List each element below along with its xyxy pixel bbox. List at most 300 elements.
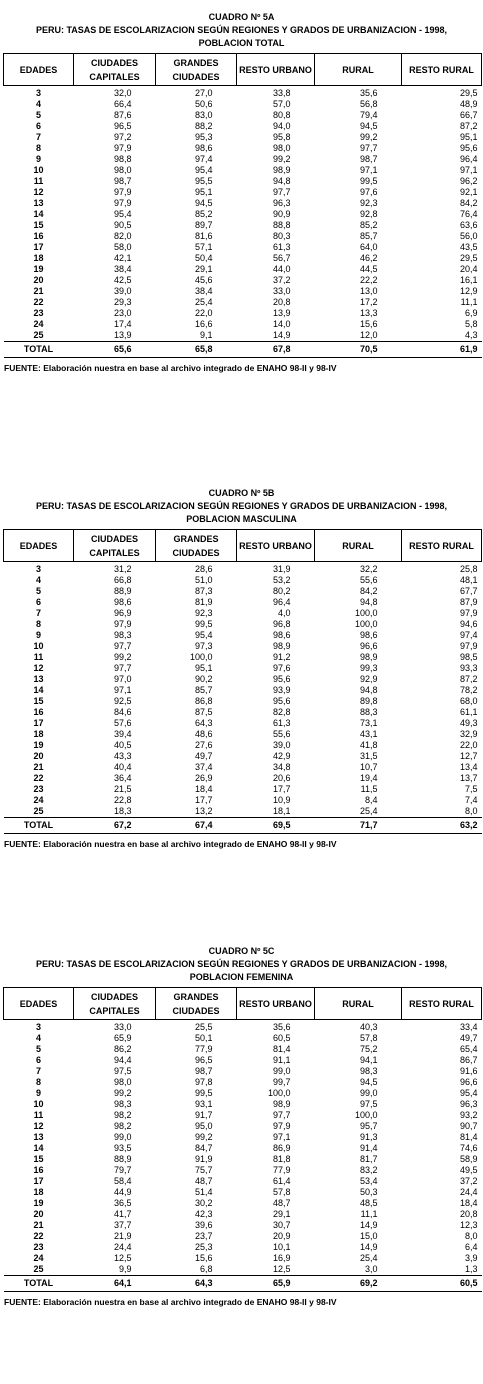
table-row [4, 619, 482, 630]
rate-cell: 25,5 [194, 1022, 213, 1032]
column-header: EDADES [4, 530, 74, 562]
age-cell: 11 [33, 652, 44, 662]
header-row [4, 988, 482, 1020]
total-cell: 60,5 [402, 1276, 482, 1292]
age-cell: 22 [33, 1231, 44, 1241]
table-row [4, 99, 482, 110]
rate-cell: 85,7 [359, 231, 378, 241]
column-header: RESTO URBANO [237, 54, 315, 86]
rate-cell: 18,4 [459, 1198, 478, 1208]
age-cell: 14 [33, 209, 44, 219]
rate-cell: 78,2 [459, 685, 478, 695]
rate-cell: 87,2 [459, 674, 478, 684]
rate-cell: 64,3 [194, 718, 213, 728]
age-cell: 6 [35, 1055, 41, 1065]
age-cell: 17 [33, 718, 44, 728]
rate-cell: 29,1 [194, 264, 213, 274]
total-cell: 71,7 [315, 818, 402, 834]
rate-cell: 6,9 [464, 308, 478, 318]
rate-cell: 94,1 [359, 1055, 378, 1065]
rate-cell: 95,6 [459, 143, 478, 153]
age-cell: 12 [33, 1121, 44, 1131]
table-row [4, 1220, 482, 1231]
rate-cell: 24,4 [113, 1242, 132, 1252]
rate-cell: 97,3 [194, 641, 213, 651]
rate-cell: 3,9 [464, 1253, 478, 1263]
rate-cell: 74,6 [459, 1143, 478, 1153]
age-cell: 12 [33, 663, 44, 673]
rate-cell: 98,9 [272, 165, 291, 175]
rate-cell: 98,6 [359, 630, 378, 640]
rate-cell: 65,4 [459, 1044, 478, 1054]
rate-cell: 91,6 [459, 1066, 478, 1076]
rate-cell: 95,0 [194, 1121, 213, 1131]
rate-cell: 86,2 [113, 1044, 132, 1054]
table-subtitle: POBLACION MASCULINA [186, 514, 297, 524]
age-cell: 20 [33, 751, 44, 761]
rate-cell: 33,8 [272, 88, 291, 98]
rate-cell: 85,2 [194, 209, 213, 219]
age-cell: 4 [35, 575, 41, 585]
table-row [4, 275, 482, 286]
rate-cell: 92,8 [359, 209, 378, 219]
age-cell: 25 [33, 330, 44, 340]
age-cell: 7 [35, 1066, 41, 1076]
table-row [4, 121, 482, 132]
rate-cell: 87,9 [459, 597, 478, 607]
age-cell: 21 [33, 762, 44, 772]
rate-cell: 26,9 [194, 773, 213, 783]
rate-cell: 58,9 [459, 1154, 478, 1164]
rate-cell: 57,6 [113, 718, 132, 728]
table-row [4, 165, 482, 176]
age-cell: 21 [33, 1220, 44, 1230]
rate-cell: 40,4 [113, 762, 132, 772]
rate-cell: 92,1 [459, 187, 478, 197]
rate-cell: 31,5 [359, 751, 378, 761]
total-row [4, 1276, 482, 1292]
column-header: CIUDADES CAPITALES [74, 54, 156, 86]
rate-cell: 33,4 [459, 1022, 478, 1032]
rate-cell: 89,8 [359, 696, 378, 706]
rate-cell: 38,4 [113, 264, 132, 274]
table-row [4, 231, 482, 242]
rate-cell: 96,9 [113, 608, 132, 618]
rate-cell: 81,4 [459, 1132, 478, 1142]
age-cell: 13 [33, 198, 44, 208]
rate-cell: 94,8 [359, 685, 378, 695]
rate-cell: 98,2 [113, 1110, 132, 1120]
rate-cell: 49,7 [194, 751, 213, 761]
rate-cell: 37,2 [272, 275, 291, 285]
column-header: RURAL [315, 530, 402, 562]
rate-cell: 85,2 [359, 220, 378, 230]
rate-cell: 68,0 [459, 696, 478, 706]
rate-cell: 31,9 [272, 564, 291, 574]
rate-cell: 95,4 [194, 630, 213, 640]
rate-cell: 20,4 [459, 264, 478, 274]
table-row [4, 198, 482, 209]
column-header: RURAL [315, 54, 402, 86]
rate-cell: 97,9 [459, 641, 478, 651]
rate-cell: 86,9 [272, 1143, 291, 1153]
rate-cell: 98,7 [359, 154, 378, 164]
rate-cell: 27,0 [194, 88, 213, 98]
age-cell: 4 [35, 1033, 41, 1043]
rate-cell: 9,9 [118, 1264, 132, 1274]
age-cell: 16 [33, 231, 44, 241]
rate-cell: 13,2 [194, 806, 213, 816]
rate-cell: 94,4 [113, 1055, 132, 1065]
table-row [4, 242, 482, 253]
table-row [4, 330, 482, 342]
age-cell: 4 [35, 99, 41, 109]
rate-cell: 95,4 [194, 165, 213, 175]
age-cell: 25 [33, 806, 44, 816]
age-cell: 23 [33, 308, 44, 318]
age-cell: 7 [35, 132, 41, 142]
rate-cell: 99,2 [359, 132, 378, 142]
rate-cell: 98,9 [272, 641, 291, 651]
rate-cell: 99,2 [113, 652, 132, 662]
age-cell: 9 [35, 154, 41, 164]
rate-cell: 20,8 [272, 297, 291, 307]
rate-cell: 96,8 [272, 619, 291, 629]
age-cell: 7 [35, 608, 41, 618]
table-row [4, 187, 482, 198]
age-cell: 5 [35, 1044, 41, 1054]
age-cell: 10 [33, 1099, 44, 1109]
table-row [4, 1044, 482, 1055]
rate-cell: 13,0 [359, 286, 378, 296]
rate-cell: 96,6 [359, 641, 378, 651]
rate-cell: 97,7 [272, 187, 291, 197]
table-row [4, 143, 482, 154]
rate-cell: 21,9 [113, 1231, 132, 1241]
rate-cell: 96,5 [194, 1055, 213, 1065]
rate-cell: 95,1 [194, 187, 213, 197]
rate-cell: 96,4 [272, 597, 291, 607]
rate-cell: 90,5 [113, 220, 132, 230]
age-cell: 20 [33, 1209, 44, 1219]
age-cell: 23 [33, 784, 44, 794]
rate-cell: 93,9 [272, 685, 291, 695]
rate-cell: 14,9 [272, 330, 291, 340]
rate-cell: 100,0 [354, 1110, 378, 1120]
table-row [4, 784, 482, 795]
table-row [4, 154, 482, 165]
table-block-5a [0, 11, 483, 374]
rate-cell: 40,5 [113, 740, 132, 750]
rate-cell: 20,6 [272, 773, 291, 783]
rate-cell: 91,9 [194, 1154, 213, 1164]
rate-cell: 99,0 [272, 1066, 291, 1076]
rate-cell: 58,0 [113, 242, 132, 252]
rate-cell: 93,3 [459, 663, 478, 673]
rate-cell: 97,5 [359, 1099, 378, 1109]
rate-cell: 97,8 [194, 1077, 213, 1087]
rate-cell: 88,8 [272, 220, 291, 230]
rate-cell: 90,9 [272, 209, 291, 219]
rate-cell: 8,0 [464, 1231, 478, 1241]
rate-cell: 100,0 [354, 619, 378, 629]
rate-cell: 61,3 [272, 242, 291, 252]
age-cell: 24 [33, 319, 44, 329]
rate-cell: 48,7 [194, 1176, 213, 1186]
rate-cell: 97,2 [113, 132, 132, 142]
rate-cell: 96,4 [459, 154, 478, 164]
table-row [4, 1110, 482, 1121]
rate-cell: 12,7 [459, 751, 478, 761]
rate-cell: 36,5 [113, 1198, 132, 1208]
rate-cell: 50,3 [359, 1187, 378, 1197]
rate-cell: 92,5 [113, 696, 132, 706]
rate-cell: 41,7 [113, 1209, 132, 1219]
column-header: RESTO URBANO [237, 530, 315, 562]
rate-cell: 100,0 [267, 1088, 291, 1098]
rate-cell: 96,2 [459, 176, 478, 186]
rate-cell: 20,8 [459, 1209, 478, 1219]
rate-cell: 98,7 [194, 1066, 213, 1076]
table-row [4, 1253, 482, 1264]
age-cell: 6 [35, 121, 41, 131]
rate-cell: 94,0 [272, 121, 291, 131]
rate-cell: 67,7 [459, 586, 478, 596]
table-row [4, 86, 482, 100]
total-cell: 65,9 [237, 1276, 315, 1292]
age-cell: 15 [33, 220, 44, 230]
rate-cell: 80,2 [272, 586, 291, 596]
rate-cell: 97,9 [272, 1121, 291, 1131]
rate-cell: 33,0 [272, 286, 291, 296]
rate-cell: 29,5 [459, 88, 478, 98]
rate-cell: 44,5 [359, 264, 378, 274]
rate-cell: 98,5 [459, 652, 478, 662]
rate-cell: 57,8 [272, 1187, 291, 1197]
rate-cell: 37,7 [113, 1220, 132, 1230]
rate-cell: 53,2 [272, 575, 291, 585]
rate-cell: 48,1 [459, 575, 478, 585]
age-cell: 13 [33, 674, 44, 684]
rate-cell: 91,7 [194, 1110, 213, 1120]
age-cell: 17 [33, 1176, 44, 1186]
table-number: CUADRO Nº 5A [208, 12, 275, 22]
total-cell: 65,8 [156, 342, 237, 358]
rate-cell: 39,0 [272, 740, 291, 750]
rate-cell: 98,9 [359, 652, 378, 662]
age-cell: 18 [33, 1187, 44, 1197]
rate-cell: 81,4 [272, 1044, 291, 1054]
column-header: RESTO RURAL [402, 54, 482, 86]
rate-cell: 8,4 [364, 795, 378, 805]
rate-cell: 99,2 [113, 1088, 132, 1098]
rate-cell: 92,3 [194, 608, 213, 618]
total-cell: 61,9 [402, 342, 482, 358]
rate-cell: 12,5 [113, 1253, 132, 1263]
rate-cell: 30,7 [272, 1220, 291, 1230]
rate-cell: 93,1 [194, 1099, 213, 1109]
rate-cell: 97,7 [113, 641, 132, 651]
rate-cell: 22,8 [113, 795, 132, 805]
rate-cell: 96,3 [459, 1099, 478, 1109]
rate-cell: 86,7 [459, 1055, 478, 1065]
rate-cell: 80,8 [272, 110, 291, 120]
table-row [4, 1099, 482, 1110]
table-row [4, 253, 482, 264]
table-row [4, 319, 482, 330]
rate-cell: 12,9 [459, 286, 478, 296]
total-cell: 64,1 [74, 1276, 156, 1292]
column-header: RURAL [315, 988, 402, 1020]
rate-cell: 99,0 [113, 1132, 132, 1142]
rate-cell: 13,4 [459, 762, 478, 772]
table-row [4, 176, 482, 187]
age-cell: 24 [33, 1253, 44, 1263]
age-cell: 21 [33, 286, 44, 296]
column-header: RESTO RURAL [402, 530, 482, 562]
rate-cell: 60,5 [272, 1033, 291, 1043]
age-cell: 3 [35, 564, 41, 574]
rate-cell: 6,4 [464, 1242, 478, 1252]
total-row [4, 818, 482, 834]
rate-cell: 27,6 [194, 740, 213, 750]
rate-cell: 81,8 [272, 1154, 291, 1164]
table-row [4, 795, 482, 806]
rate-cell: 94,6 [459, 619, 478, 629]
age-cell: 19 [33, 740, 44, 750]
table-number: CUADRO Nº 5C [208, 946, 275, 956]
age-cell: 24 [33, 795, 44, 805]
rate-cell: 29,3 [113, 297, 132, 307]
rate-cell: 99,0 [359, 1088, 378, 1098]
total-cell: 69,5 [237, 818, 315, 834]
rate-cell: 48,9 [459, 99, 478, 109]
table-row [4, 1209, 482, 1220]
rate-cell: 88,3 [359, 707, 378, 717]
rate-cell: 56,0 [459, 231, 478, 241]
table-row [4, 751, 482, 762]
rate-cell: 58,4 [113, 1176, 132, 1186]
table-row [4, 707, 482, 718]
rate-cell: 79,7 [113, 1165, 132, 1175]
table-row [4, 586, 482, 597]
age-cell: 8 [35, 1077, 41, 1087]
rate-cell: 46,2 [359, 253, 378, 263]
rate-cell: 23,0 [113, 308, 132, 318]
table-title: PERU: TASAS DE ESCOLARIZACION SEGÚN REGIONES Y GRADOS DE URBANIZACION - 1998, [35, 25, 448, 35]
age-cell: 15 [33, 1154, 44, 1164]
rate-cell: 91,1 [272, 1055, 291, 1065]
rate-cell: 97,9 [113, 198, 132, 208]
total-cell: 65,6 [74, 342, 156, 358]
table-row [4, 1077, 482, 1088]
total-cell: 67,4 [156, 818, 237, 834]
table-row [4, 1231, 482, 1242]
rate-cell: 97,9 [113, 619, 132, 629]
rate-cell: 35,6 [359, 88, 378, 98]
table-row [4, 220, 482, 231]
table-row [4, 773, 482, 784]
rate-cell: 66,4 [113, 99, 132, 109]
rate-cell: 96,5 [113, 121, 132, 131]
rate-cell: 95,6 [272, 696, 291, 706]
rate-cell: 32,2 [359, 564, 378, 574]
rate-cell: 36,4 [113, 773, 132, 783]
rate-cell: 97,9 [459, 608, 478, 618]
table-row [4, 740, 482, 751]
rate-cell: 95,4 [113, 209, 132, 219]
rate-cell: 83,0 [194, 110, 213, 120]
age-cell: 9 [35, 630, 41, 640]
age-cell: 8 [35, 619, 41, 629]
data-table [3, 529, 482, 834]
age-cell: 18 [33, 253, 44, 263]
table-block-5c [0, 945, 483, 1308]
rate-cell: 88,9 [113, 1154, 132, 1164]
rate-cell: 48,5 [359, 1198, 378, 1208]
rate-cell: 98,3 [113, 1099, 132, 1109]
rate-cell: 97,6 [272, 663, 291, 673]
rate-cell: 13,9 [113, 330, 132, 340]
table-row [4, 1242, 482, 1253]
table-row [4, 762, 482, 773]
column-header: GRANDES CIUDADES [156, 988, 237, 1020]
rate-cell: 50,4 [194, 253, 213, 263]
table-row [4, 641, 482, 652]
rate-cell: 84,7 [194, 1143, 213, 1153]
rate-cell: 98,2 [113, 1121, 132, 1131]
column-header: EDADES [4, 988, 74, 1020]
rate-cell: 98,9 [272, 1099, 291, 1109]
rate-cell: 45,6 [194, 275, 213, 285]
table-subtitle: POBLACION TOTAL [198, 38, 285, 48]
rate-cell: 39,0 [113, 286, 132, 296]
source-note: FUENTE: Elaboración nuestra en base al archivo integrado de ENAHO 98-II y 98-IV [4, 363, 337, 373]
table-subtitle: POBLACION FEMENINA [189, 972, 294, 982]
rate-cell: 97,0 [113, 674, 132, 684]
rate-cell: 39,4 [113, 729, 132, 739]
table-row [4, 1055, 482, 1066]
rate-cell: 42,1 [113, 253, 132, 263]
rate-cell: 17,2 [359, 297, 378, 307]
rate-cell: 92,3 [359, 198, 378, 208]
age-cell: 3 [35, 1022, 41, 1032]
table-row [4, 297, 482, 308]
rate-cell: 95,7 [359, 1121, 378, 1131]
rate-cell: 43,3 [113, 751, 132, 761]
rate-cell: 97,1 [359, 165, 378, 175]
table-row [4, 1154, 482, 1165]
rate-cell: 55,6 [359, 575, 378, 585]
rate-cell: 10,1 [272, 1242, 291, 1252]
table-row [4, 652, 482, 663]
total-row [4, 342, 482, 358]
age-cell: 23 [33, 1242, 44, 1252]
rate-cell: 99,7 [272, 1077, 291, 1087]
rate-cell: 29,1 [272, 1209, 291, 1219]
rate-cell: 19,4 [359, 773, 378, 783]
rate-cell: 97,1 [459, 165, 478, 175]
rate-cell: 99,5 [359, 176, 378, 186]
rate-cell: 82,8 [272, 707, 291, 717]
age-cell: 20 [33, 275, 44, 285]
rate-cell: 97,4 [459, 630, 478, 640]
rate-cell: 16,6 [194, 319, 213, 329]
rate-cell: 66,8 [113, 575, 132, 585]
rate-cell: 97,7 [113, 663, 132, 673]
rate-cell: 9,1 [199, 330, 213, 340]
age-cell: 9 [35, 1088, 41, 1098]
